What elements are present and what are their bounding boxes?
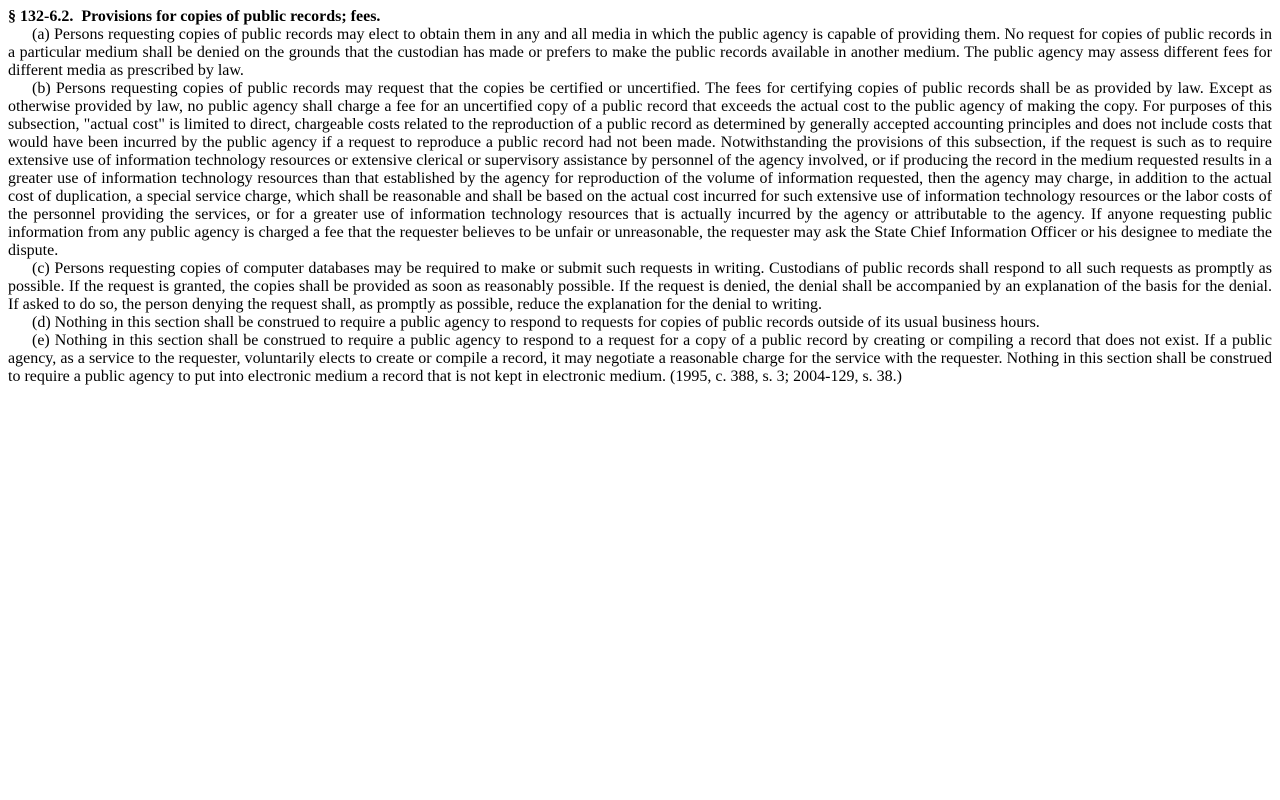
- subsection-c: (c) Persons requesting copies of computer databases may be required to make or submit such requests in writing. Custodians of public records shall respond to all such requests as promptly as possible. If the request is granted, the copies shall be provided as soon as reasonably possible. If the request is denied, the denial shall be accompanied by an explanation of the basis for the denial. If asked to do so, the person denying the request shall, as promptly as possible, reduce the explanation for the denial to writing.: [8, 260, 1272, 313]
- subsection-a: (a) Persons requesting copies of public records may elect to obtain them in any and all media in which the public agency is capable of providing them. No request for copies of public records in a particular medium shall be denied on the grounds that the custodian has made or prefers to make the public records available in another medium. The public agency may assess different fees for different media as prescribed by law.: [8, 26, 1272, 79]
- statute-document: [8, 8, 1272, 386]
- subsection-e: (e) Nothing in this section shall be construed to require a public agency to respond to a request for a copy of a public record by creating or compiling a record that does not exist. If a public agency, as a service to the requester, voluntarily elects to create or compile a record, it may negotiate a reasonable charge for the service with the requester. Nothing in this section shall be construed to require a public agency to put into electronic medium a record that is not kept in electronic medium. (1995, c. 388, s. 3; 2004-129, s. 38.): [8, 332, 1272, 385]
- subsection-d: (d) Nothing in this section shall be construed to require a public agency to respond to requests for copies of public records outside of its usual business hours.: [32, 314, 1040, 331]
- subsection-b: (b) Persons requesting copies of public records may request that the copies be certified or uncertified. The fees for certifying copies of public records shall be as provided by law. Except as otherwise provided by law, no public agency shall charge a fee for an uncertified copy of a public record that exceeds the actual cost to the public agency of making the copy. For purposes of this subsection, "actual cost" is limited to direct, chargeable costs related to the reproduction of a public record as determined by generally accepted accounting principles and does not include costs that would have been incurred by the public agency if a request to reproduce a public record had not been made. Notwithstanding the provisions of this subsection, if the request is such as to require extensive use of information technology resources or extensive clerical or supervisory assistance by personnel of the agency involved, or if producing the record in the medium requested results in a greater use of information technology resources than that established by the agency for reproduction of the volume of information requested, then the agency may charge, in addition to the actual cost of duplication, a special service charge, which shall be reasonable and shall be based on the actual cost incurred for such extensive use of information technology resources or the labor costs of the personnel providing the services, or for a greater use of information technology resources that is actually incurred by the agency or attributable to the agency. If anyone requesting public information from any public agency is charged a fee that the requester believes to be unfair or unreasonable, the requester may ask the State Chief Information Officer or his designee to mediate the dispute.: [8, 80, 1272, 259]
- section-heading: § 132-6.2. Provisions for copies of public records; fees.: [8, 8, 381, 25]
